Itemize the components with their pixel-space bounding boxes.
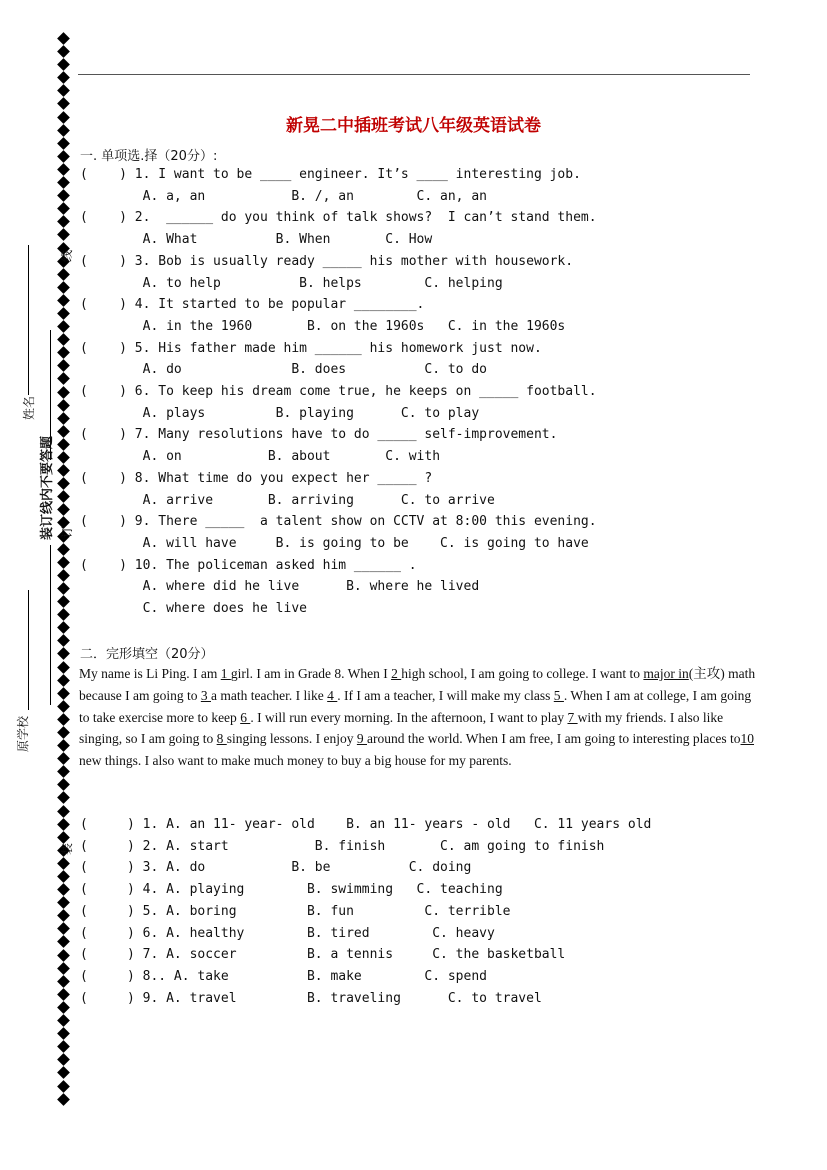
question-line: A. What B. When C. How (80, 232, 433, 248)
diamond-mark (57, 805, 70, 818)
question-line: ( ) 5. His father made him ______ his homework just now. (80, 340, 542, 356)
diamond-mark (57, 792, 70, 805)
question-line: ( ) 6. To keep his dream come true, he keeps on _____ football. (80, 384, 597, 399)
question-line: ( ) 4. It started to be popular ________. (80, 297, 425, 313)
blank-segment: 10 (740, 731, 755, 747)
diamond-mark (57, 870, 70, 883)
blank-segment: 8 (216, 731, 227, 747)
diamond-mark (57, 1067, 70, 1080)
cloze-option-line: ( ) 1. A. an 11- year- old B. an 11- years - old C. 11 years old (80, 817, 652, 832)
diamond-mark (57, 268, 70, 281)
cloze-option-line: ( ) 5. A. boring B. fun C. terrible (80, 903, 511, 919)
binding-warning: 装订线内不要答题 (40, 435, 55, 540)
blank-segment: 9 (356, 731, 367, 747)
question-line: A. will have B. is going to be C. is going to have (80, 535, 589, 551)
diamond-mark (57, 1093, 70, 1106)
zhuang-char: 装 (60, 842, 74, 855)
diamond-mark (57, 818, 70, 831)
diamond-mark (57, 425, 70, 438)
diamond-mark (57, 543, 70, 556)
diamond-mark (57, 137, 70, 150)
diamond-mark (57, 713, 70, 726)
diamond-mark (57, 320, 70, 333)
line-char: 线 (60, 249, 74, 262)
diamond-mark (57, 595, 70, 608)
diamond-mark (57, 634, 70, 647)
diamond-mark (57, 883, 70, 896)
question-line: A. a, an B. /, an C. an, an (80, 188, 487, 204)
diamond-mark (57, 909, 70, 922)
diamond-mark (57, 281, 70, 294)
diamond-mark (57, 739, 70, 752)
diamond-mark (57, 359, 70, 372)
cloze-passage (79, 663, 764, 772)
question-line: ( ) 7. Many resolutions have to do _____ self-improvement. (80, 427, 558, 443)
section2-heading: 二．完形填空（20分） (80, 647, 214, 662)
section1-heading: 一. 单项选.择（20分）: (80, 149, 218, 164)
diamond-mark (57, 504, 70, 517)
diamond-mark (57, 438, 70, 451)
diamond-mark (57, 150, 70, 163)
cloze-option-line: ( ) 7. A. soccer B. a tennis C. the basketball (80, 947, 566, 963)
binding-line-lower (50, 545, 51, 705)
page-title: 新晃二中插班考试八年级英语试卷 (286, 116, 541, 136)
blank-segment: 5 (553, 687, 564, 703)
diamond-mark (57, 726, 70, 739)
diamond-mark (57, 1001, 70, 1014)
text-segment: with my friends. I also like singing, so I am going to (79, 709, 724, 747)
diamond-mark (57, 477, 70, 490)
diamond-mark (57, 896, 70, 909)
question-line: A. to help B. helps C. helping (80, 275, 503, 291)
diamond-mark (57, 975, 70, 988)
diamond-mark (57, 949, 70, 962)
cloze-option-line: ( ) 6. A. healthy B. tired C. heavy (80, 925, 495, 941)
diamond-mark (57, 582, 70, 595)
text-segment: My name is Li Ping. I am (79, 666, 221, 681)
diamond-mark (57, 608, 70, 621)
text-segment: new things. I also want to make much money to buy a big house for my parents. (79, 753, 512, 769)
diamond-mark (57, 923, 70, 936)
diamond-mark (57, 778, 70, 791)
question-line: A. arrive B. arriving C. to arrive (80, 492, 495, 508)
diamond-mark (57, 687, 70, 700)
diamond-mark (57, 215, 70, 228)
cloze-option-line: ( ) 8.. A. take B. make C. spend (80, 968, 487, 984)
text-segment: . If I am a teacher, I will make my class (337, 687, 554, 703)
blank-segment: 4 (327, 687, 338, 703)
diamond-mark (57, 1027, 70, 1040)
diamond-mark (57, 386, 70, 399)
diamond-mark (57, 831, 70, 844)
blank-segment: 1 (220, 666, 231, 681)
diamond-mark (57, 451, 70, 464)
diamond-mark (57, 45, 70, 58)
diamond-mark (57, 229, 70, 242)
diamond-mark (57, 621, 70, 634)
ding-char: 订 (60, 525, 74, 538)
question-line: A. do B. does C. to do (80, 362, 487, 378)
cloze-option-line: ( ) 2. A. start B. finish C. am going to finish (80, 838, 605, 854)
diamond-mark (57, 857, 70, 870)
question-line: ( ) 9. There _____ a talent show on CCTV at 8:00 this evening. (80, 514, 597, 530)
cloze-option-line: ( ) 3. A. do B. be C. doing (80, 860, 472, 876)
diamond-mark (57, 674, 70, 687)
question-line: A. on B. about C. with (80, 449, 441, 465)
text-segment: . I will run every morning. In the afternoon, I want to play (250, 709, 568, 725)
diamond-mark (57, 294, 70, 307)
diamond-mark (57, 71, 70, 84)
diamond-mark (57, 765, 70, 778)
diamond-mark (57, 189, 70, 202)
blank-segment: 3 (200, 687, 211, 703)
text-segment: (主攻) math because I am going to (79, 666, 756, 703)
diamond-mark (57, 202, 70, 215)
text-segment: high school, I am going to college. I want to (401, 666, 644, 681)
text-segment: girl. I am in Grade 8. When I (230, 666, 392, 681)
binding-diamond-border (57, 34, 71, 1108)
question-line: ( ) 10. The policeman asked him ______ . (80, 557, 417, 573)
diamond-mark (57, 556, 70, 569)
question-line: A. plays B. playing C. to play (80, 405, 480, 421)
diamond-mark (57, 661, 70, 674)
school-underline (28, 590, 29, 710)
diamond-mark (57, 98, 70, 111)
header-rule (78, 74, 750, 75)
blank-segment: 6 (240, 709, 251, 725)
diamond-mark (57, 85, 70, 98)
diamond-mark (57, 1040, 70, 1053)
diamond-mark (57, 176, 70, 189)
diamond-mark (57, 700, 70, 713)
diamond-mark (57, 373, 70, 386)
question-line: ( ) 3. Bob is usually ready _____ his mother with housework. (80, 253, 574, 269)
text-segment: around the world. When I am free, I am going to interesting places to (367, 731, 741, 747)
diamond-mark (57, 58, 70, 71)
diamond-mark (57, 464, 70, 477)
diamond-mark (57, 936, 70, 949)
question-line: A. where did he live B. where he lived (80, 579, 480, 595)
question-line: ( ) 8. What time do you expect her _____ ? (80, 470, 433, 486)
diamond-mark (57, 962, 70, 975)
text-segment: a math teacher. I like (210, 687, 328, 703)
text-segment: . When I am at college, I am going to take exercise more to keep (79, 687, 752, 725)
question-line: ( ) 2. ______ do you think of talk shows? I can’t stand them. (80, 210, 597, 226)
blank-segment: 7 (567, 709, 578, 725)
diamond-mark (57, 163, 70, 176)
name-underline (28, 245, 29, 395)
diamond-mark (57, 490, 70, 503)
diamond-mark (57, 648, 70, 661)
diamond-mark (57, 307, 70, 320)
question-line: ( ) 1. I want to be ____ engineer. It’s ____ interesting job. (80, 167, 581, 182)
diamond-mark (57, 333, 70, 346)
diamond-mark (57, 1053, 70, 1066)
cloze-option-line: ( ) 4. A. playing B. swimming C. teaching (80, 882, 503, 898)
question-line: C. where does he live (80, 601, 307, 616)
cloze-option-line: ( ) 9. A. travel B. traveling C. to travel (80, 990, 542, 1006)
diamond-mark (57, 32, 70, 45)
diamond-mark (57, 412, 70, 425)
diamond-mark (57, 399, 70, 412)
diamond-mark (57, 569, 70, 582)
blank-segment: major in (643, 666, 689, 681)
name-label: 姓名 (22, 395, 36, 420)
question-line: A. in the 1960 B. on the 1960s C. in the 1960s (80, 318, 566, 334)
blank-segment: 2 (391, 666, 402, 681)
diamond-mark (57, 346, 70, 359)
diamond-mark (57, 988, 70, 1001)
text-segment: singing lessons. I enjoy (226, 731, 357, 747)
school-label: 原学校 (16, 715, 30, 752)
diamond-mark (57, 1014, 70, 1027)
diamond-mark (57, 752, 70, 765)
diamond-mark (57, 1080, 70, 1093)
